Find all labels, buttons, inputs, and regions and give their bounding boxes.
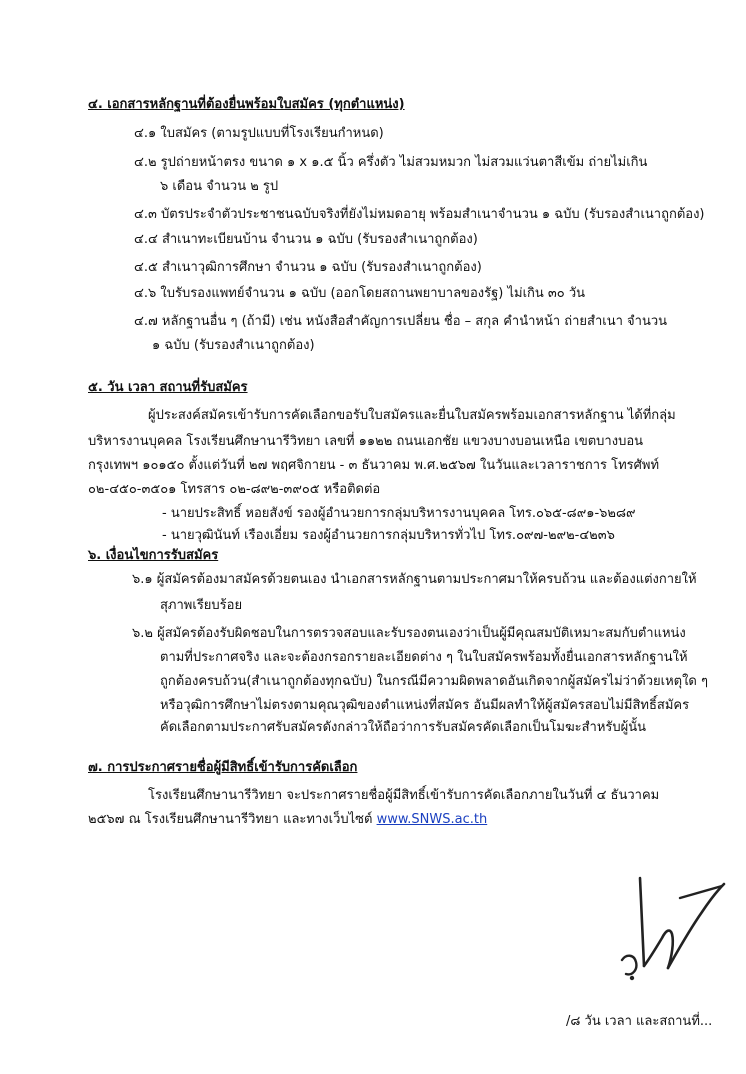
section-4-item-2: ๔.๒ รูปถ่ายหน้าตรง ขนาด ๑ x ๑.๕ นิ้ว ครึ่งตัว ไม่สวมหมวก ไม่สวมแว่นตาสีเข้ม ถ่ายไม่เกิน xyxy=(134,155,648,170)
section-6-item-2-line-2: ตามที่ประกาศจริง และจะต้องกรอกรายละเอียดต่าง ๆ ในใบสมัครพร้อมทั้งยื่นเอกสารหลักฐานให้ xyxy=(160,650,688,665)
section-7-line-1: โรงเรียนศึกษานารีวิทยา จะประกาศรายชื่อผู้มีสิทธิ์เข้ารับการคัดเลือกภายในวันที่ ๔ ธันวาคม xyxy=(148,788,660,803)
section-6-item-1-cont: สุภาพเรียบร้อย xyxy=(160,598,243,613)
section-5-line-3: กรุงเทพฯ ๑๐๑๕๐ ตั้งแต่วันที่ ๒๗ พฤศจิกายน - ๓ ธันวาคม พ.ศ.๒๕๖๗ ในวันและเวลาราชการ โทรศัพท์ xyxy=(88,458,660,473)
signature-scribble xyxy=(610,868,730,988)
section-4-item-5: ๔.๕ สำเนาวุฒิการศึกษา จำนวน ๑ ฉบับ (รับรองสำเนาถูกต้อง) xyxy=(134,260,482,275)
section-6-item-2-line-5: คัดเลือกตามประกาศรับสมัครดังกล่าวให้ถือว่าการรับสมัครคัดเลือกเป็นโมฆะสำหรับผู้นั้น xyxy=(160,720,647,735)
section-4-item-1: ๔.๑ ใบสมัคร (ตามรูปแบบที่โรงเรียนกำหนด) xyxy=(134,126,384,141)
section-5-heading: ๕. วัน เวลา สถานที่รับสมัคร xyxy=(88,380,248,395)
section-7-heading: ๗. การประกาศรายชื่อผู้มีสิทธิ์เข้ารับการคัดเลือก xyxy=(88,760,358,775)
continuation-note: /๘ วัน เวลา และสถานที่... xyxy=(566,1014,713,1029)
section-4-item-7-cont: ๑ ฉบับ (รับรองสำเนาถูกต้อง) xyxy=(152,338,315,353)
section-4-item-2-cont: ๖ เดือน จำนวน ๒ รูป xyxy=(160,179,279,194)
section-4-item-7: ๔.๗ หลักฐานอื่น ๆ (ถ้ามี) เช่น หนังสือสำคัญการเปลี่ยน ชื่อ – สกุล คำนำหน้า ถ่ายสำเนา จำนวน xyxy=(134,314,668,329)
section-4-item-4: ๔.๔ สำเนาทะเบียนบ้าน จำนวน ๑ ฉบับ (รับรองสำเนาถูกต้อง) xyxy=(134,232,478,247)
section-6-item-2: ๖.๒ ผู้สมัครต้องรับผิดชอบในการตรวจสอบและรับรองตนเองว่าเป็นผู้มีคุณสมบัติเหมาะสมกับตำแหน่ง xyxy=(132,626,686,641)
website-link[interactable]: www.SNWS.ac.th xyxy=(376,812,488,827)
section-5-contact-1: - นายประสิทธิ์ หอยสังข์ รองผู้อำนวยการกลุ่มบริหารงานบุคคล โทร.๐๖๕-๘๙๑-๖๒๘๙ xyxy=(162,506,636,521)
section-7-line-2-text: ๒๕๖๗ ณ โรงเรียนศึกษานารีวิทยา และทางเว็บไซต์ xyxy=(88,812,377,827)
section-4-heading: ๔. เอกสารหลักฐานที่ต้องยื่นพร้อมใบสมัคร (ทุกตำแหน่ง) xyxy=(88,97,405,112)
section-6-item-1: ๖.๑ ผู้สมัครต้องมาสมัครด้วยตนเอง นำเอกสารหลักฐานตามประกาศมาให้ครบถ้วน และต้องแต่งกายให้ xyxy=(132,572,697,587)
section-6-item-2-line-3: ถูกต้องครบถ้วน(สำเนาถูกต้องทุกฉบับ) ในกรณีมีความผิดพลาดอันเกิดจากผู้สมัครไม่ว่าด้วยเหตุใด ๆ xyxy=(160,674,708,689)
section-4-item-6: ๔.๖ ใบรับรองแพทย์จำนวน ๑ ฉบับ (ออกโดยสถานพยาบาลของรัฐ) ไม่เกิน ๓๐ วัน xyxy=(134,286,586,301)
section-4-item-3: ๔.๓ บัตรประจำตัวประชาชนฉบับจริงที่ยังไม่หมดอายุ พร้อมสำเนาจำนวน ๑ ฉบับ (รับรองสำเนาถูกต้อง) xyxy=(134,207,705,222)
section-5-line-2: บริหารงานบุคคล โรงเรียนศึกษานารีวิทยา เลขที่ ๑๑๒๒ ถนนเอกชัย แขวงบางบอนเหนือ เขตบางบอน xyxy=(88,434,644,449)
section-7-line-2 xyxy=(88,810,487,830)
section-6-item-2-line-4: หรือวุฒิการศึกษาไม่ตรงตามคุณวุฒิของตำแหน่งที่สมัคร อันมีผลทำให้ผู้สมัครสอบไม่มีสิทธิ์สมัคร xyxy=(160,698,690,713)
section-5-line-4: ๐๒-๔๕๐-๓๕๐๑ โทรสาร ๐๒-๘๙๒-๓๙๐๕ หรือติดต่อ xyxy=(88,482,381,497)
section-5-line-1: ผู้ประสงค์สมัครเข้ารับการคัดเลือกขอรับใบสมัครและยื่นใบสมัครพร้อมเอกสารหลักฐาน ได้ที่กลุ่ม xyxy=(148,408,676,423)
section-5-contact-2: - นายวุฒินันท์ เรืองเอี่ยม รองผู้อำนวยการกลุ่มบริหารทั่วไป โทร.๐๙๗-๒๙๒-๔๒๓๖ xyxy=(162,528,615,543)
section-6-heading: ๖. เงื่อนไขการรับสมัคร xyxy=(88,548,219,563)
